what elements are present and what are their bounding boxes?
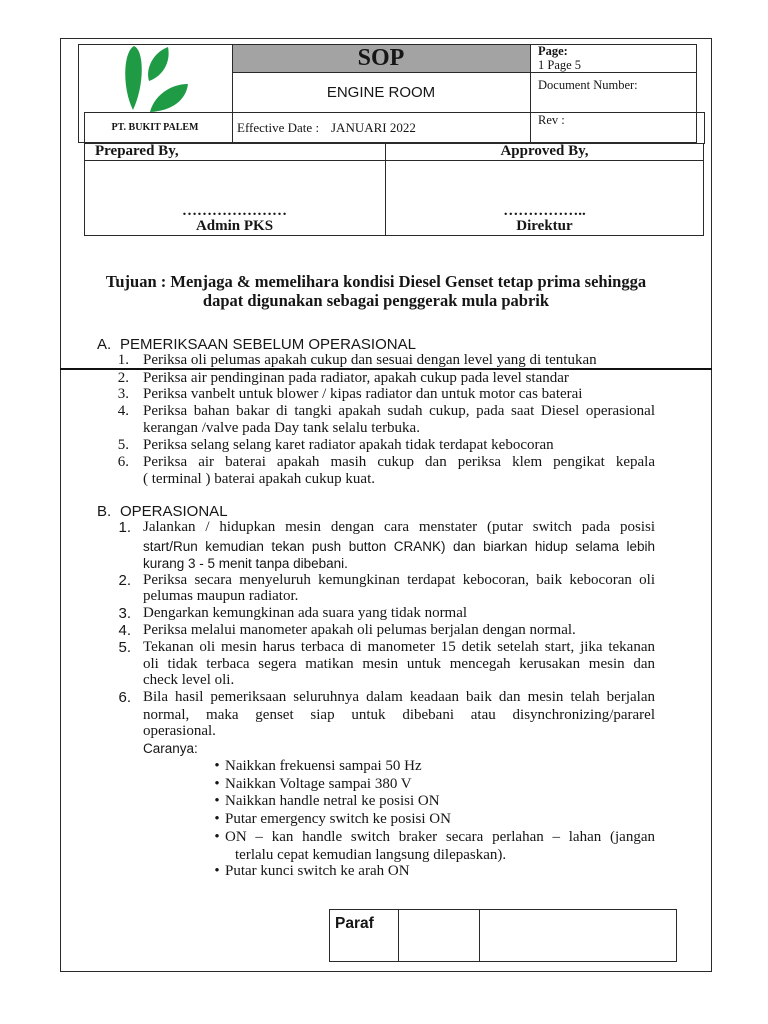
section-b-item-1-line-2: start/Run kemudian tekan push button CRANK) dan biarkan hidup selama lebih xyxy=(143,539,655,554)
section-a-item-6-line-2: ( terminal ) baterai apakah cukup kuat. xyxy=(143,471,375,487)
paraf-label: Paraf xyxy=(335,915,374,932)
section-b-item-1-line-1: Jalankan / hidupkan mesin dengan cara menstater (putar switch pada posisi xyxy=(143,519,655,535)
section-b-item-3-line-1: Dengarkan kemungkinan ada suara yang tidak normal xyxy=(143,605,468,621)
section-b-item-3-number: 3. xyxy=(118,605,131,622)
section-a-item-6-line-1: Periksa air baterai apakah masih cukup dan periksa klem pengikat kepala xyxy=(143,454,655,470)
section-a-item-1-line-1: Periksa oli pelumas apakah cukup dan sesuai dengan level yang di tentukan xyxy=(143,352,597,368)
step-5-line-2: terlalu cepat kemudian langsung dilepaskan). xyxy=(235,847,507,863)
step-1-bullet: • xyxy=(214,758,220,774)
section-b-item-5-line-1: Tekanan oli mesin harus terbaca di manometer 15 detik setelah start, jika tekanan xyxy=(143,639,655,655)
document-title: SOP xyxy=(357,45,405,71)
section-b-item-4-line-1: Periksa melalui manometer apakah oli pelumas berjalan dengan normal. xyxy=(143,622,576,638)
step-2-line-1: Naikkan Voltage sampai 380 V xyxy=(225,776,412,792)
section-b-title: OPERASIONAL xyxy=(120,503,228,520)
section-b-item-4-number: 4. xyxy=(118,622,131,639)
section-b-item-5-line-2: oli tidak terbaca segera matikan mesin untuk mencegah kerusakan mesin dan xyxy=(143,656,655,672)
document-number-label: Document Number: xyxy=(538,78,638,92)
section-a-item-5-number: 5. xyxy=(117,437,129,453)
approved-signature-line: …………….. xyxy=(503,203,586,219)
method-label: Caranya: xyxy=(143,741,198,756)
step-1-line-1: Naikkan frekuensi sampai 50 Hz xyxy=(225,758,422,774)
logo-leaf-upper xyxy=(148,47,169,81)
step-5-bullet: • xyxy=(214,829,220,845)
section-a-item-2-number: 2. xyxy=(117,370,129,386)
logo-leaf-left xyxy=(125,46,142,110)
step-3-bullet: • xyxy=(214,793,220,809)
paraf-table xyxy=(329,909,677,962)
header-row-line-1 xyxy=(232,72,697,73)
section-b-marker: B. xyxy=(97,503,112,520)
section-a-item-5-line-1: Periksa selang selang karet radiator apakah tidak terdapat kebocoran xyxy=(143,437,554,453)
section-a-item-1-number: 1. xyxy=(117,352,129,368)
page-value: 1 Page 5 xyxy=(538,58,582,72)
section-b-item-1-line-3: kurang 3 - 5 menit tanpa dibebani. xyxy=(143,556,348,571)
approved-by-label: Approved By, xyxy=(500,143,589,159)
paraf-divider-2 xyxy=(479,909,480,962)
department-name: ENGINE ROOM xyxy=(326,84,436,101)
prepared-signature-line: ………………… xyxy=(182,203,287,219)
step-4-bullet: • xyxy=(214,811,220,827)
step-3-line-1: Naikkan handle netral ke posisi ON xyxy=(225,793,440,809)
section-a-item-3-number: 3. xyxy=(117,386,129,402)
section-a-item-4-line-2: kerangan /valve pada Day tank selalu terbuka. xyxy=(143,420,420,436)
section-a-marker: A. xyxy=(97,336,112,353)
effective-date-label: Effective Date : xyxy=(237,120,320,135)
section-b-item-5-number: 5. xyxy=(118,639,131,656)
section-a-item-4-number: 4. xyxy=(117,403,129,419)
purpose-line-2: dapat digunakan sebagai penggerak mula pabrik xyxy=(202,291,550,310)
paraf-divider-1 xyxy=(398,909,399,962)
step-2-bullet: • xyxy=(214,776,220,792)
approved-name: Direktur xyxy=(516,218,573,234)
section-a-item-4-line-1: Periksa bahan bakar di tangki apakah sudah cukup, pada saat Diesel operasional xyxy=(143,403,655,419)
section-b-item-2-line-2: pelumas maupun radiator. xyxy=(143,588,299,604)
logo-leaf-lower xyxy=(150,84,188,112)
section-b-item-2-line-1: Periksa secara menyeluruh kemungkinan terdapat kebocoran, baik kebocoran oli xyxy=(143,572,655,588)
step-6-bullet: • xyxy=(214,863,220,879)
section-b-item-6-line-1: Bila hasil pemeriksaan seluruhnya dalam keadaan baik dan mesin telah berjalan xyxy=(143,689,655,705)
step-6-line-1: Putar kunci switch ke arah ON xyxy=(225,863,410,879)
section-a-item-6-number: 6. xyxy=(117,454,129,470)
rev-label: Rev : xyxy=(538,113,565,127)
prepared-name: Admin PKS xyxy=(195,218,274,234)
section-a-item-2-line-1: Periksa air pendinginan pada radiator, apakah cukup pada level standar xyxy=(143,370,569,386)
prepared-by-label: Prepared By, xyxy=(95,143,179,159)
section-b-item-6-number: 6. xyxy=(118,689,131,706)
step-4-line-1: Putar emergency switch ke posisi ON xyxy=(225,811,451,827)
company-name: PT. BUKIT PALEM xyxy=(111,122,199,133)
section-b-item-6-line-2: normal, maka genset siap untuk dibebani atau disynchronizing/pararel xyxy=(143,707,655,723)
section-a-title: PEMERIKSAAN SEBELUM OPERASIONAL xyxy=(120,336,416,353)
step-5-line-1: ON – kan handle switch braker secara perlahan – lahan (jangan xyxy=(225,829,655,845)
page-label: Page: xyxy=(538,44,568,58)
approval-header-line xyxy=(84,160,704,161)
purpose-line-1: Tujuan : Menjaga & memelihara kondisi Diesel Genset tetap prima sehingga xyxy=(105,272,647,291)
section-b-item-6-line-3: operasional. xyxy=(143,723,216,739)
company-logo-icon xyxy=(118,44,192,114)
section-b-item-1-number: 1. xyxy=(118,519,131,536)
section-a-item-3-line-1: Periksa vanbelt untuk blower / kipas radiator dan untuk motor cas baterai xyxy=(143,386,583,402)
section-b-item-2-number: 2. xyxy=(118,572,131,589)
effective-date-value: JANUARI 2022 xyxy=(331,120,416,135)
section-b-item-5-line-3: check level oli. xyxy=(143,672,235,688)
